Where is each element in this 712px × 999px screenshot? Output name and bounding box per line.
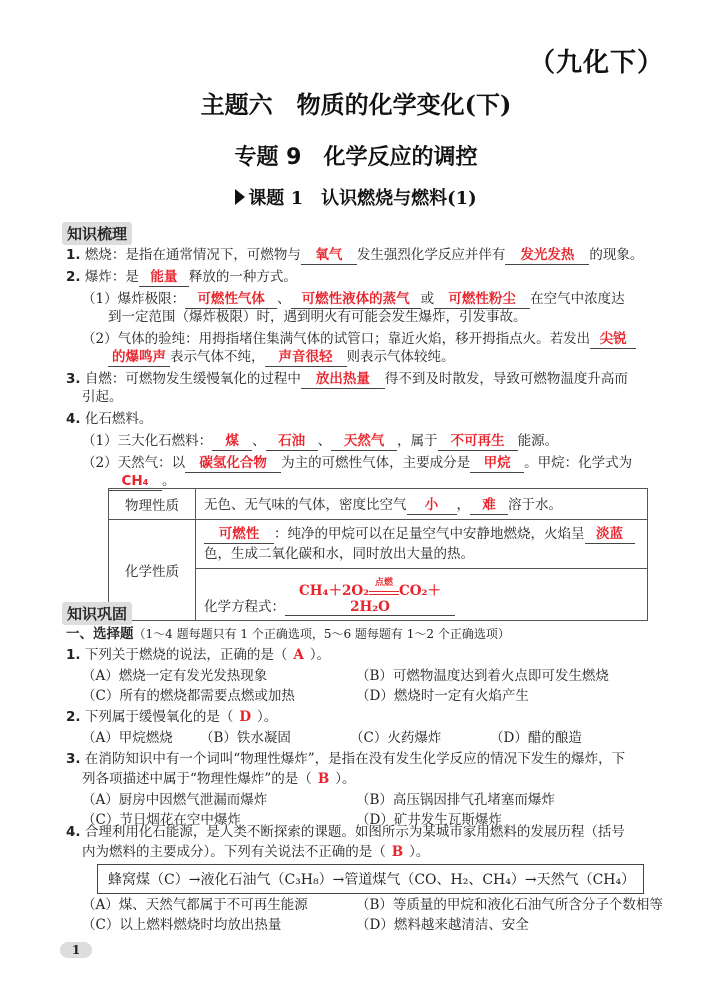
option-d: （D）燃烧时一定有火焰产生 xyxy=(356,688,529,704)
answer: D xyxy=(239,709,252,725)
item-number: 4. xyxy=(66,411,81,427)
question-number: 2. xyxy=(66,709,81,725)
phys-value xyxy=(196,489,648,520)
grade-label: （九化下） xyxy=(528,48,664,78)
item-2-2 xyxy=(82,329,636,349)
answer-blank: 声音很轻 xyxy=(265,348,347,367)
question-stem: 合理利用化石能源，是人类不断探索的课题。如图所示为某城市家用燃料的发展历程（括号 xyxy=(84,824,625,840)
question-number: 1. xyxy=(66,647,81,663)
item-2-1-cont: 到一定范围（爆炸极限）时，遇到明火有可能会发生爆炸，引发事故。 xyxy=(108,309,527,325)
text: 。甲烷：化学式为 xyxy=(524,455,633,471)
option-c: （C）火药爆炸 xyxy=(350,730,442,746)
page-number: 1 xyxy=(60,942,92,958)
question-3 xyxy=(66,749,625,769)
answer-blank: 尖锐 xyxy=(590,330,636,349)
option-b: （B）高压锅因排气孔堵塞而爆炸 xyxy=(356,792,555,808)
option-c: （C）所有的燃烧都需要点燃或加热 xyxy=(82,688,295,704)
question-number: 4. xyxy=(66,824,81,840)
answer-blank: 放出热量 xyxy=(301,370,385,389)
text: ）。 xyxy=(257,709,278,725)
text: （1）三大化石燃料： xyxy=(82,433,213,449)
item-number: 2. xyxy=(66,269,81,285)
lesson-title xyxy=(0,184,712,210)
question-2 xyxy=(66,707,277,727)
answer-blank: 煤 xyxy=(212,432,252,451)
text: 化石燃料。 xyxy=(84,411,153,427)
text: 自燃：可燃物发生缓慢氧化的过程中 xyxy=(84,371,301,387)
lesson-text: 课题 1 认识燃烧与燃料(1) xyxy=(248,188,477,209)
answer: B xyxy=(391,844,404,860)
answer-blank: 可燃性 xyxy=(204,525,274,544)
answer-blank: 石油 xyxy=(266,432,318,451)
text: 、 xyxy=(277,291,291,307)
text: 的现象。 xyxy=(589,247,644,263)
text: ）。 xyxy=(335,771,356,787)
text: 、 xyxy=(252,433,266,449)
option-d: （D）燃料越来越清洁、安全 xyxy=(356,917,529,933)
answer: A xyxy=(293,647,304,663)
text: 燃烧：是指在通常情况下，可燃物与 xyxy=(84,247,301,263)
theme-title: 主题六 物质的化学变化(下) xyxy=(200,90,512,119)
answer-blank: 淡蓝 xyxy=(585,525,635,544)
question-stem: 列各项描述中属于“物理性爆炸”的是（ xyxy=(82,771,312,787)
item-4 xyxy=(66,409,152,429)
text: ：纯净的甲烷可以在足量空气中安静地燃烧，火焰呈 xyxy=(274,526,585,542)
text: 表示气体不纯， xyxy=(170,349,265,365)
option-d: （D）矿井发生瓦斯爆炸 xyxy=(356,812,502,828)
question-4 xyxy=(66,822,625,842)
review-tag-text: 知识梳理 xyxy=(62,222,132,245)
text: 化学方程式： xyxy=(204,599,285,615)
review-tag xyxy=(62,222,132,245)
section-heading xyxy=(66,624,510,644)
reaction-condition: 点燃 xyxy=(375,578,394,588)
option-b: （B）铁水凝固 xyxy=(200,730,291,746)
text: ， xyxy=(456,497,470,513)
answer-blank: 氧气 xyxy=(301,246,357,265)
option-d: （D）醋的酿造 xyxy=(490,730,582,746)
item-number: 1. xyxy=(66,247,81,263)
option-a: （A）煤、天然气都属于不可再生能源 xyxy=(82,897,308,913)
text: 释放的一种方式。 xyxy=(188,269,297,285)
text: 则表示气体较纯。 xyxy=(346,349,455,365)
text: 溶于水。 xyxy=(508,497,562,513)
text: 在空气中浓度达 xyxy=(530,291,625,307)
triangle-icon xyxy=(235,189,245,205)
question-stem: 内为燃料的主要成分）。下列有关说法不正确的是（ xyxy=(82,844,386,860)
answer-blank: 发光发热 xyxy=(505,246,589,265)
question-stem: 下列属于缓慢氧化的是（ xyxy=(84,709,234,725)
text: ）。 xyxy=(309,647,331,663)
answer-blank: 可燃性气体 xyxy=(185,290,277,309)
text: 或 xyxy=(420,291,435,307)
text: 、 xyxy=(317,433,332,449)
text: ，属于 xyxy=(397,433,438,449)
answer-blank: 甲烷 xyxy=(470,454,524,473)
answer: B xyxy=(317,771,330,787)
item-2-1 xyxy=(82,289,625,309)
item-4-2 xyxy=(82,453,632,473)
item-4-1 xyxy=(82,431,558,451)
option-b: （B）等质量的甲烷和液化石油气所含分子个数相等 xyxy=(356,897,663,913)
answer-blank: CH₄ xyxy=(108,472,162,491)
methane-properties-table xyxy=(108,488,648,621)
topic-title: 专题 9 化学反应的调控 xyxy=(234,145,478,170)
chem-label: 化学性质 xyxy=(109,520,196,621)
equation-right: CO₂＋2H₂O xyxy=(350,583,441,615)
practice-tag-text: 知识巩固 xyxy=(62,602,132,625)
chem-value xyxy=(196,520,648,569)
section-note: （1～4 题每题只有 1 个正确选项，5～6 题每题有 1～2 个正确选项） xyxy=(133,627,510,641)
item-3-cont: 引起。 xyxy=(82,389,123,405)
text: （1）爆炸极限： xyxy=(82,291,186,307)
option-a: （A）燃烧一定有发光发热现象 xyxy=(82,668,268,684)
answer-blank: 可燃性液体的蒸气 xyxy=(291,290,421,309)
text: 爆炸：是 xyxy=(84,269,139,285)
text: （2）天然气：以 xyxy=(82,455,186,471)
option-b: （B）可燃物温度达到着火点即可发生燃烧 xyxy=(356,668,609,684)
answer-blank: 天然气 xyxy=(331,432,397,451)
answer-blank: 碳氢化合物 xyxy=(185,454,281,473)
text: 能源。 xyxy=(517,433,559,449)
answer-blank: 小 xyxy=(407,496,457,515)
item-3 xyxy=(66,369,628,389)
question-3-cont xyxy=(82,769,355,789)
text: 色，生成二氧化碳和水，同时放出大量的热。 xyxy=(204,546,474,562)
section-title: 一、选择题 xyxy=(66,626,134,642)
question-number: 3. xyxy=(66,751,81,767)
equation-left: CH₄＋2O₂ xyxy=(299,583,370,599)
item-number: 3. xyxy=(66,371,81,387)
question-4-cont xyxy=(82,842,429,862)
table-row xyxy=(109,489,648,520)
answer-blank: 能量 xyxy=(139,268,189,287)
question-stem: 在消防知识中有一个词叫“物理性爆炸”，是指在没有发生化学反应的情况下发生的爆炸，下 xyxy=(84,751,626,767)
option-a: （A）甲烷燃烧 xyxy=(82,730,173,746)
text: （2）气体的验纯：用拇指堵住集满气体的试管口；靠近火焰，移开拇指点火。若发出 xyxy=(82,331,591,347)
answer-blank: 的爆鸣声 xyxy=(108,348,170,367)
item-1 xyxy=(66,245,643,265)
answer-blank: 不可再生 xyxy=(438,432,518,451)
item-2 xyxy=(66,267,297,287)
text: 得不到及时散发，导致可燃物温度升高而 xyxy=(384,371,628,387)
item-2-2-cont xyxy=(108,347,455,367)
equation-cell xyxy=(196,569,648,621)
text: 发生强烈化学反应并伴有 xyxy=(356,247,506,263)
equation xyxy=(285,579,455,616)
question-1 xyxy=(66,645,330,665)
option-c: （C）以上燃料燃烧时均放出热量 xyxy=(82,917,282,933)
practice-tag xyxy=(62,602,132,625)
table-row xyxy=(109,520,648,569)
reaction-arrow xyxy=(369,578,399,595)
fuel-history-box: 蜂窝煤（C）→液化石油气（C₃H₈）→管道煤气（CO、H₂、CH₄）→天然气（CH₄） xyxy=(97,864,644,894)
question-stem: 下列关于燃烧的说法，正确的是（ xyxy=(84,647,288,663)
option-c: （C）节日烟花在空中爆炸 xyxy=(82,812,241,828)
text: 为主的可燃性气体，主要成分是 xyxy=(281,455,471,471)
answer-blank: 难 xyxy=(470,496,508,515)
phys-label: 物理性质 xyxy=(109,489,196,520)
text: 。 xyxy=(162,473,176,489)
text: 无色、无气味的气体，密度比空气 xyxy=(204,497,407,513)
option-a: （A）厨房中因燃气泄漏而爆炸 xyxy=(82,792,268,808)
answer-blank: 可燃性粉尘 xyxy=(434,290,530,309)
text: ）。 xyxy=(409,844,430,860)
